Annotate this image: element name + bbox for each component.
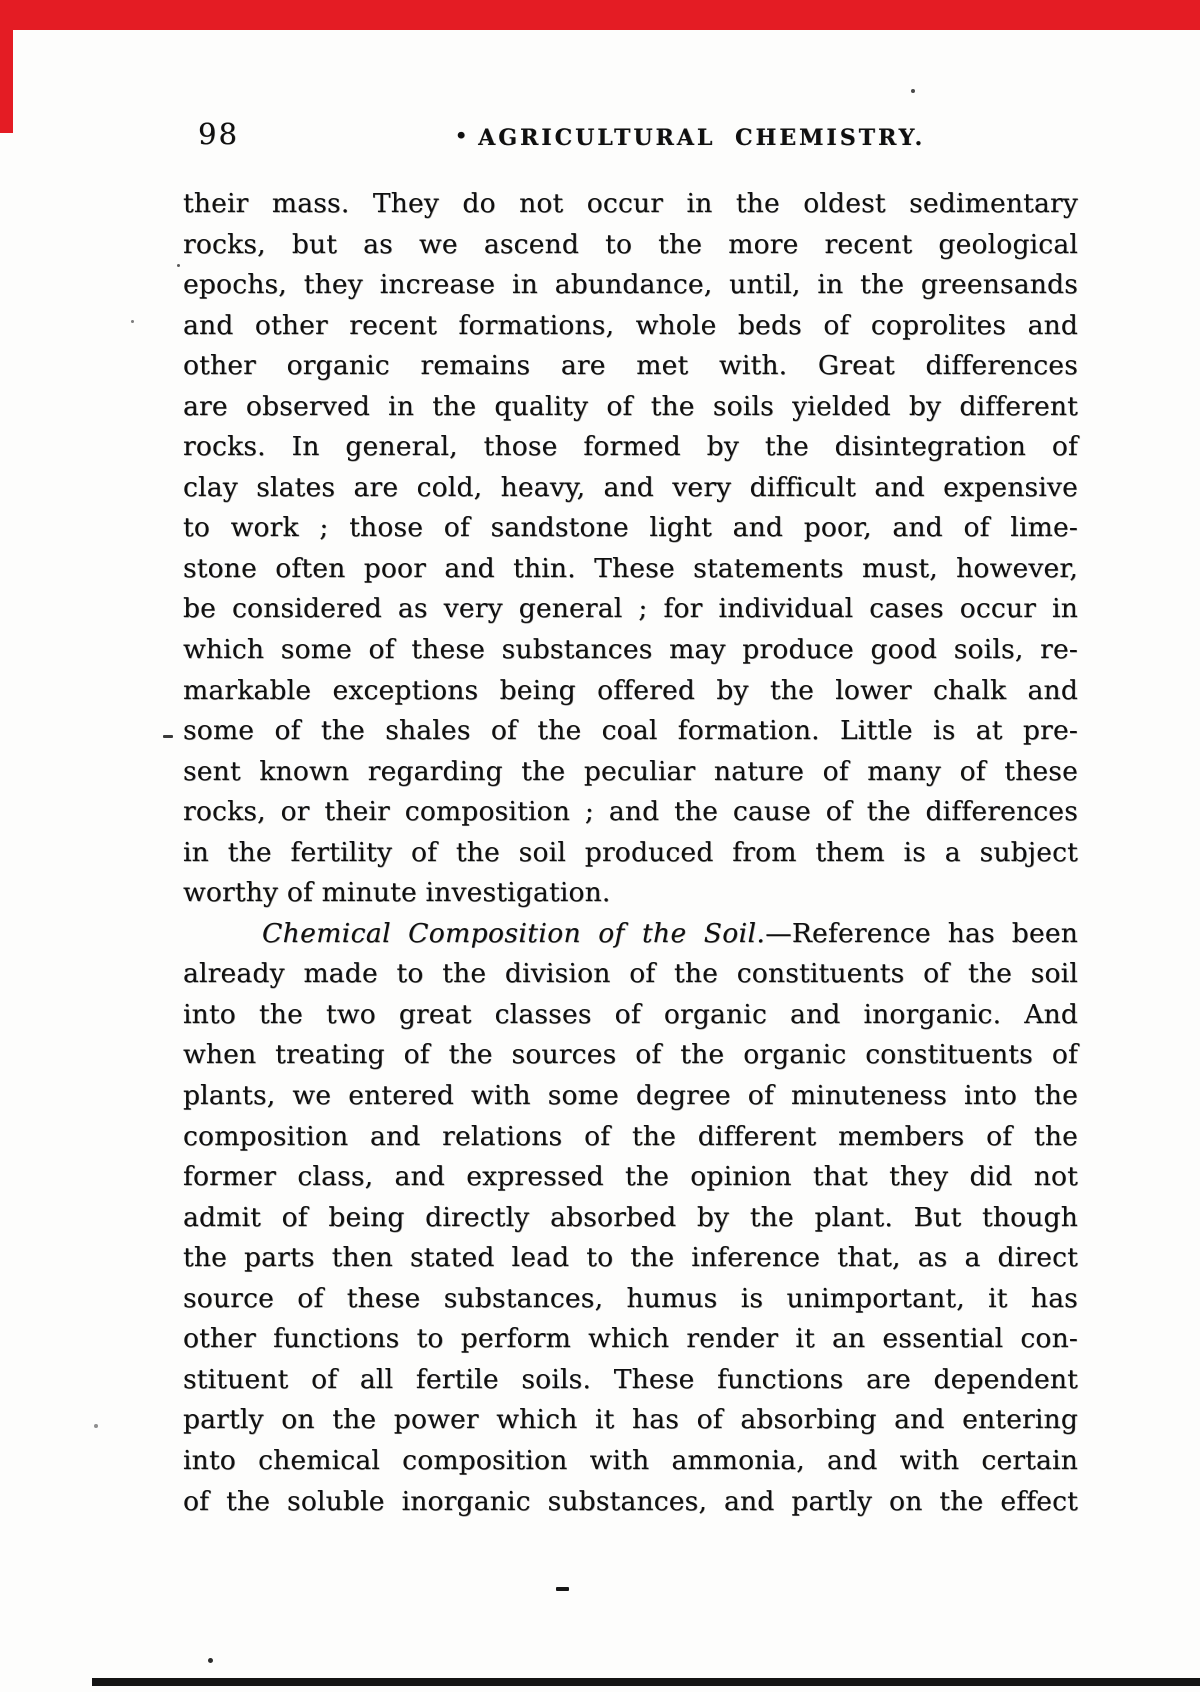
text-line: to work ; those of sandstone light and poor, and of lime- — [183, 512, 1078, 544]
paragraph-2-lead-rest: —Reference has been — [765, 917, 1078, 949]
text-line: stone often poor and thin. These statements must, however, — [183, 552, 1078, 584]
ink-speck — [911, 89, 915, 93]
text-line: rocks. In general, those formed by the disintegration of — [183, 431, 1078, 463]
ink-speck — [94, 1424, 98, 1428]
running-title — [455, 127, 925, 149]
text-line: other functions to perform which render it an essential con- — [183, 1323, 1078, 1355]
text-line: into chemical composition with ammonia, and with certain — [183, 1444, 1078, 1476]
text-line: stituent of all fertile soils. These functions are dependent — [183, 1363, 1078, 1395]
text-line: of the soluble inorganic substances, and partly on the effect — [183, 1485, 1078, 1517]
paragraph-1 — [183, 184, 1078, 914]
text-line: worthy of minute investigation. — [183, 877, 611, 909]
page-number: 98 — [198, 117, 239, 151]
paragraph-2-lead-line — [183, 914, 1078, 955]
text-line: other organic remains are met with. Great differences — [183, 350, 1078, 382]
text-line: composition and relations of the different members of the — [183, 1120, 1078, 1152]
text-line: their mass. They do not occur in the oldest sedimentary — [183, 188, 1078, 219]
text-line: in the fertility of the soil produced from them is a subject — [183, 836, 1078, 868]
text-line: source of these substances, humus is unimportant, it has — [183, 1282, 1078, 1314]
text-line: into the two great classes of organic and inorganic. And — [183, 998, 1078, 1030]
text-line: when treating of the sources of the organic constituents of — [183, 1039, 1078, 1071]
text-line: rocks, or their composition ; and the cause of the differences — [183, 796, 1078, 828]
scan-edge-top-red-bar — [0, 0, 1200, 30]
stray-dash-mark — [556, 1587, 569, 1591]
text-line: partly on the power which it has of absorbing and entering — [183, 1404, 1078, 1436]
text-line: and other recent formations, whole beds of coprolites and — [183, 309, 1078, 341]
text-line: admit of being directly absorbed by the plant. But though — [183, 1201, 1078, 1233]
scan-edge-bottom-black-bar — [92, 1678, 1200, 1686]
scan-edge-left-red-bar — [0, 0, 13, 133]
text-line: are observed in the quality of the soils yielded by different — [183, 390, 1078, 422]
ink-speck — [177, 264, 180, 267]
text-line: some of the shales of the coal formation. Little is at pre- — [183, 715, 1078, 747]
ink-speck — [131, 320, 134, 323]
paragraph-2 — [183, 914, 1078, 1522]
margin-dash-mark — [163, 735, 173, 738]
section-heading-italic: Chemical Composition of the Soil. — [262, 917, 766, 949]
page-text-block — [183, 184, 1078, 1522]
text-line: sent known regarding the peculiar nature of many of these — [183, 755, 1078, 787]
running-title-text: AGRICULTURAL CHEMISTRY. — [478, 125, 926, 151]
text-line: which some of these substances may produce good soils, re- — [183, 634, 1078, 666]
title-asterisk-mark: • — [455, 125, 468, 147]
text-line: already made to the division of the constituents of the soil — [183, 958, 1078, 990]
text-line: markable exceptions being offered by the lower chalk and — [183, 674, 1078, 706]
text-line: former class, and expressed the opinion that they did not — [183, 1161, 1078, 1193]
text-line: rocks, but as we ascend to the more recent geological — [183, 228, 1078, 260]
paragraph-2-lines — [183, 954, 1078, 1522]
text-line: plants, we entered with some degree of minuteness into the — [183, 1080, 1078, 1112]
text-line: epochs, they increase in abundance, until, in the greensands — [183, 269, 1078, 301]
text-line: be considered as very general ; for individual cases occur in — [183, 593, 1078, 625]
text-line: clay slates are cold, heavy, and very difficult and expensive — [183, 471, 1078, 503]
ink-speck — [208, 1658, 213, 1663]
text-line: the parts then stated lead to the inference that, as a direct — [183, 1242, 1078, 1274]
